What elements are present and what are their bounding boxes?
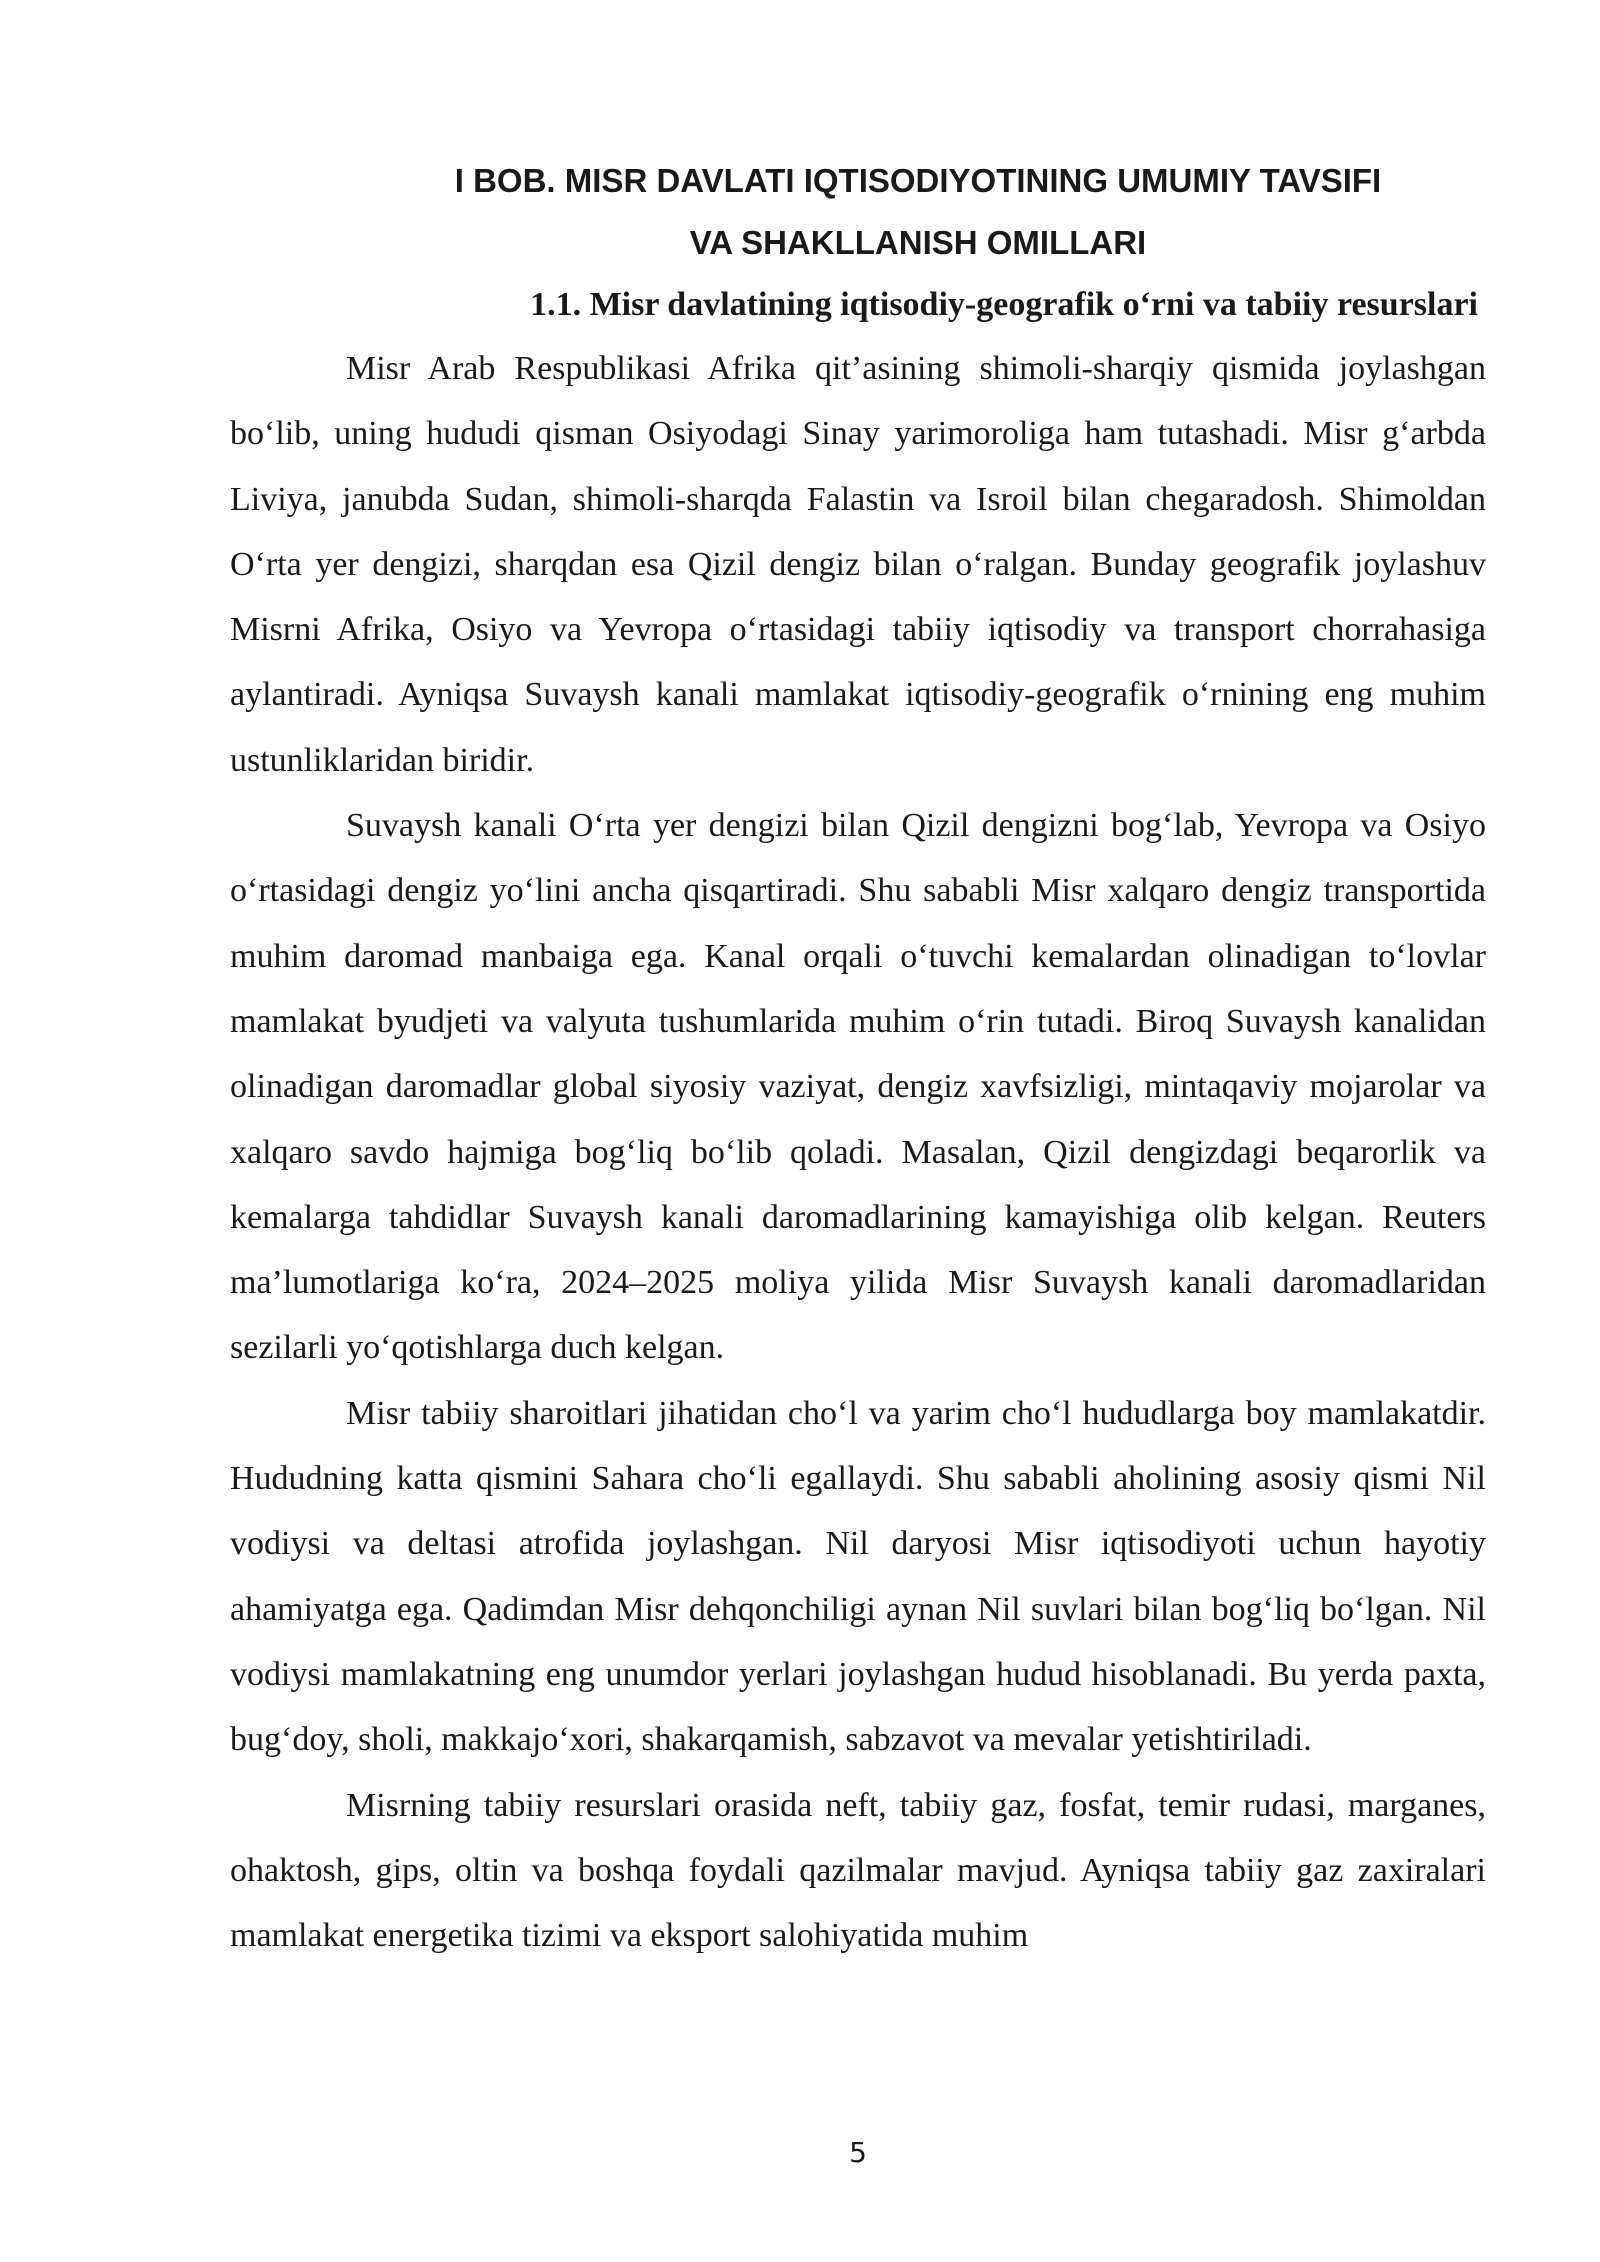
paragraph-2: Suvaysh kanali O‘rta yer dengizi bilan Qizil dengizni bog‘lab, Yevropa va Osiyo o‘rtasidagi dengiz yo‘lini ancha qisqartiradi. Shu sababli Misr xalqaro dengiz transportida muhim daromad manbaiga ega. Kanal orqali o‘tuvchi kemalardan olinadigan to‘lovlar mamlakat byudjeti va valyuta tushumlarida muhim o‘rin tutadi. Biroq Suvaysh kanalidan olinadigan daromadlar global siyosiy vaziyat, dengiz xavfsizligi, mintaqaviy mojarolar va xalqaro savdo hajmiga bog‘liq bo‘lib qoladi. Masalan, Qizil dengizdagi beqarorlik va kemalarga tahdidlar Suvaysh kanali daromadlarining kamayishiga olib kelgan. Reuters ma’lumotlariga ko‘ra, 2024–2025 moliya yilida Misr Suvaysh kanali daromadlaridan sezilarli yo‘qotishlarga duch kelgan. [230, 807, 1486, 1367]
chapter-title [230, 150, 1486, 274]
paragraph-3: Misr tabiiy sharoitlari jihatidan cho‘l va yarim cho‘l hududlarga boy mamlakatdir. Hududning katta qismini Sahara cho‘li egallaydi. Shu sababli aholining asosiy qismi Nil vodiysi va deltasi atrofida joylashgan. Nil daryosi Misr iqtisodiyoti uchun hayotiy ahamiyatga ega. Qadimdan Misr dehqonchiligi aynan Nil suvlari bilan bog‘liq bo‘lgan. Nil vodiysi mamlakatning eng unumdor yerlari joylashgan hudud hisoblanadi. Bu yerda paxta, bug‘doy, sholi, makkajo‘xori, shakarqamish, sabzavot va mevalar yetishtiriladi. [230, 1394, 1486, 1759]
chapter-title-line-1: I BOB. MISR DAVLATI IQTISODIYOTINING UMUMIY TAVSIFI [454, 162, 1382, 199]
paragraph-1: Misr Arab Respublikasi Afrika qit’asining shimoli-sharqiy qismida joylashgan bo‘lib, uning hududi qisman Osiyodagi Sinay yarimoroliga ham tutashadi. Misr g‘arbda Liviya, janubda Sudan, shimoli-sharqda Falastin va Isroil bilan chegaradosh. Shimoldan O‘rta yer dengizi, sharqdan esa Qizil dengiz bilan o‘ralgan. Bunday geografik joylashuv Misrni Afrika, Osiyo va Yevropa o‘rtasidagi tabiiy iqtisodiy va transport chorrahasiga aylantiradi. Ayniqsa Suvaysh kanali mamlakat iqtisodiy-geografik o‘rnining eng muhim ustunliklaridan biridir. [230, 350, 1486, 779]
paragraph-4: Misrning tabiiy resurslari orasida neft, tabiiy gaz, fosfat, temir rudasi, marganes, ohaktosh, gips, oltin va boshqa foydali qazilmalar mavjud. Ayniqsa tabiiy gaz zaxiralari mamlakat energetika tizimi va eksport salohiyatida muhim [230, 1786, 1486, 1955]
document-page [230, 150, 1486, 1968]
chapter-title-line-2: VA SHAKLLANISH OMILLARI [689, 224, 1147, 261]
section-title: 1.1. Misr davlatining iqtisodiy-geografik o‘rni va tabiiy resurslari [530, 286, 1478, 323]
page-number: 5 [849, 2136, 867, 2169]
